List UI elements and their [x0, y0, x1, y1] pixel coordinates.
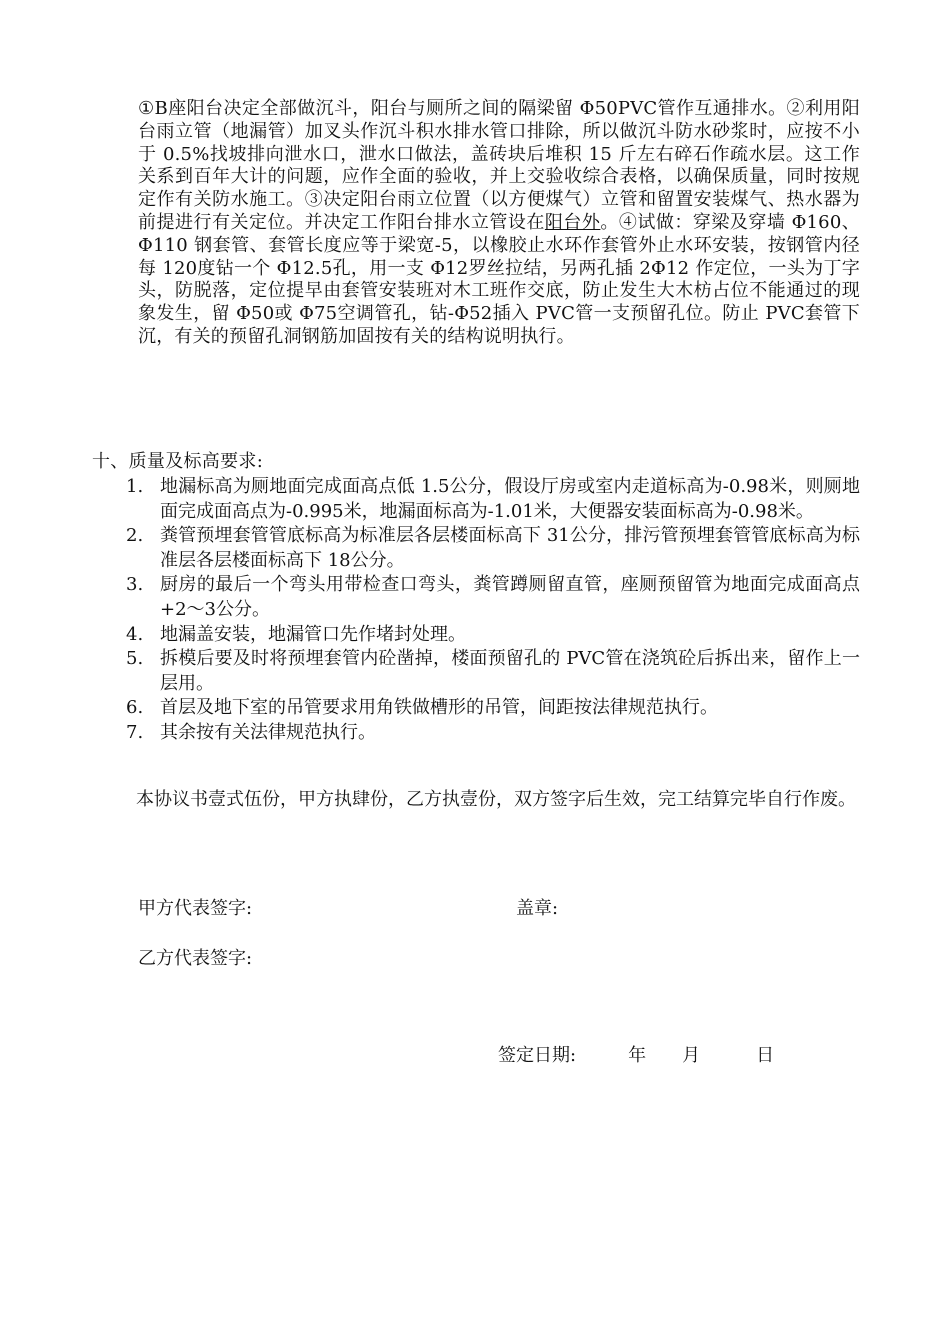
paragraph-text-part-1: ①B座阳台决定全部做沉斗，阳台与厕所之间的隔梁留 Φ50PVC管作互通排水。②利用阳台雨立管（地漏管）加叉头作沉斗积水排水管口排除，所以做沉斗防水砂浆时，应按不小于 0.5%找坡排向泄水口，泄水口做法，盖砖块后堆积 15 斤左右碎石作疏水层。这工作关系到百年大计的问题，应作全面的验收，并上交验收综合表格，以确保质量，同时按规定作有关防水施工。③决定阳台雨立位置（以方便煤气）立管和留置安装煤气、热水器为前提进行有关定位。并决定工作阳台排水立管设在: [138, 98, 860, 233]
list-item: [118, 721, 860, 746]
list-item-number: 2.: [126, 525, 144, 547]
list-item-text: 拆模后要及时将预埋套管内砼凿掉，楼面预留孔的 PVC管在浇筑砼后拆出来，留作上一层用。: [160, 648, 860, 694]
closing-statement: 本协议书壹式伍份，甲方执肆份，乙方执壹份，双方签字后生效，完工结算完毕自行作废。: [136, 789, 856, 810]
date-year-label: 年: [628, 1045, 647, 1066]
list-item: [118, 573, 860, 622]
list-item-number: 1.: [126, 476, 144, 497]
list-item-number: 3.: [126, 574, 144, 596]
signing-date-label: 签定日期:: [498, 1045, 577, 1066]
list-item-number: 5.: [126, 648, 144, 670]
list-item: [118, 647, 860, 696]
list-item-text: 地漏标高为厕地面完成面高点低 1.5公分，假设厅房或室内走道标高为-0.98米，则厕地面完成面高点为-0.995米，地漏面标高为-1.01米，大便器安装面标高为-0.98米。: [160, 476, 860, 522]
list-item: [118, 623, 860, 648]
paragraph-text-part-2: 。④试做：穿梁及穿墙 Φ160、Φ110 钢套管、套管长度应等于梁宽-5，以橡胶止水环作套管外止水环安装，按钢管内径每 120度钻一个 Φ12.5孔，用一支 Φ12罗丝拉结，另两孔插 2Φ12 作定位，一头为丁字头，防脱落，定位提早由套管安装班对木工班作交底，防止发生大木枋占位不能通过的现象发生，留 Φ50或 Φ75空调管孔，钻-Φ52插入 PVC管一支预留孔位。防止 PVC套管下沉，有关的预留孔洞钢筋加固按有关的结构说明执行。: [138, 211, 860, 347]
list-item: [118, 475, 860, 524]
requirements-list: [118, 475, 860, 746]
list-item-text: 首层及地下室的吊管要求用角铁做槽形的吊管，间距按法律规范执行。: [160, 697, 718, 719]
section-heading: 十、质量及标高要求:: [92, 451, 264, 472]
date-day-label: 日: [756, 1045, 775, 1066]
list-item-number: 6.: [126, 697, 144, 719]
signing-date-line: [498, 1045, 774, 1067]
list-item: [118, 524, 860, 573]
list-item-number: 7.: [126, 721, 144, 743]
list-item: [118, 696, 860, 721]
date-month-label: 月: [682, 1045, 701, 1066]
party-b-signature-label: 乙方代表签字:: [138, 948, 253, 969]
list-item-number: 4.: [126, 623, 144, 645]
party-a-signature-label: 甲方代表签字:: [138, 898, 253, 919]
list-item-text: 地漏盖安装，地漏管口先作堵封处理。: [160, 623, 466, 645]
seal-label: 盖章:: [516, 898, 559, 919]
list-item-text: 厨房的最后一个弯头用带检查口弯头，粪管蹲厕留直管，座厕预留管为地面完成面高点+2～3公分。: [160, 574, 860, 620]
list-item-text: 粪管预埋套管管底标高为标准层各层楼面标高下 31公分，排污管预埋套管管底标高为标准层各层楼面标高下 18公分。: [160, 525, 860, 571]
underlined-location-text: 阳台外: [544, 211, 601, 233]
list-item-text: 其余按有关法律规范执行。: [160, 721, 376, 743]
construction-notes-paragraph: [138, 98, 860, 349]
